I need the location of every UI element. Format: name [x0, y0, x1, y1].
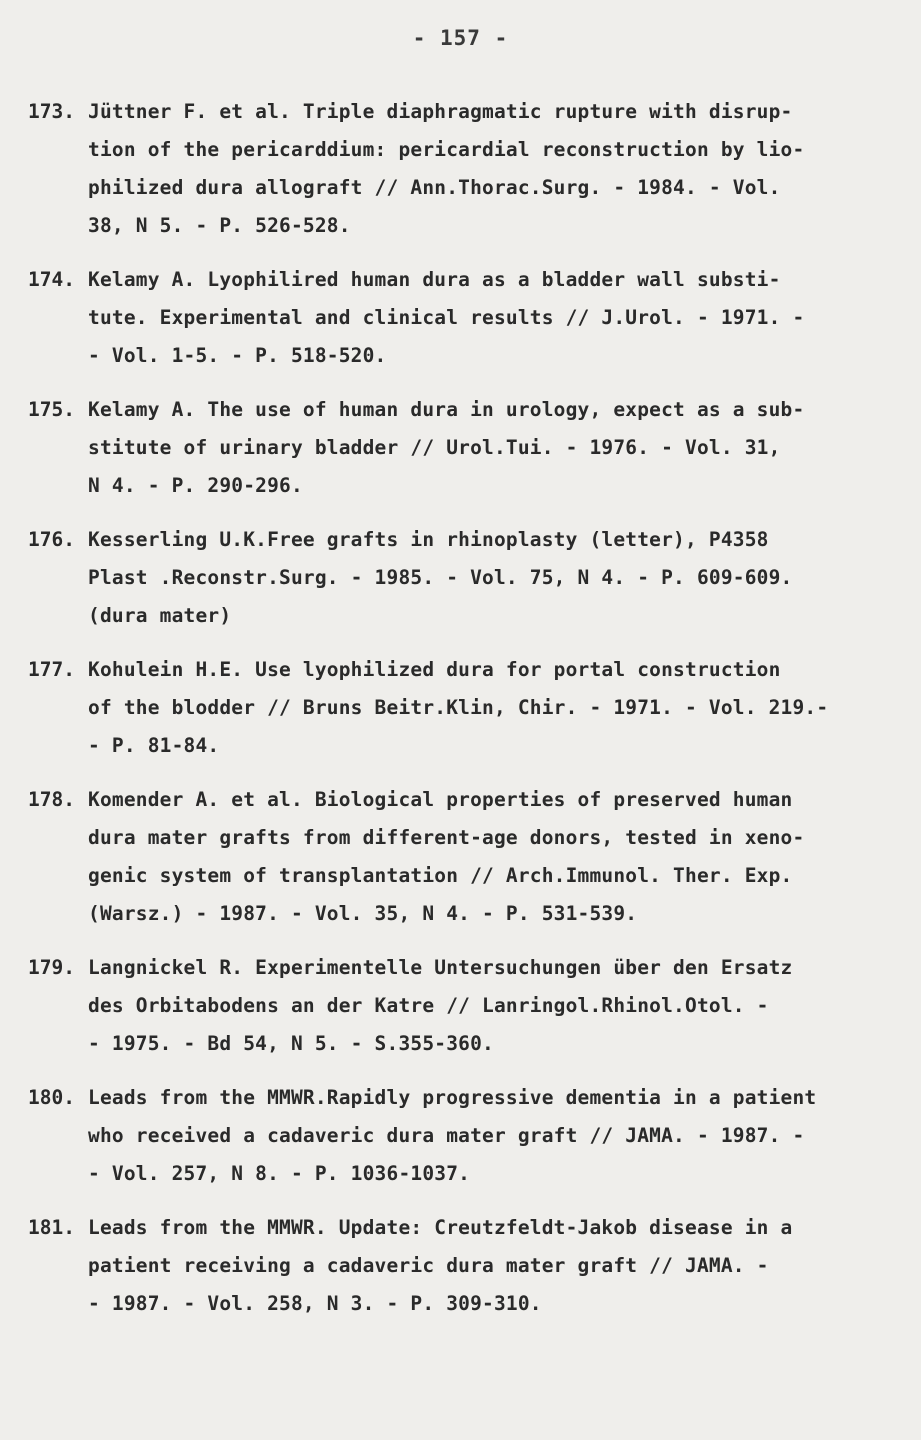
- reference-line: tute. Experimental and clinical results // J.Urol. - 1971. -: [88, 306, 805, 329]
- reference-line: tion of the pericarddium: pericardial reconstruction by lio-: [88, 138, 805, 161]
- reference-line: genic system of transplantation // Arch.Immunol. Ther. Exp.: [88, 864, 793, 887]
- reference-line: Jüttner F. et al. Triple diaphragmatic rupture with disrup-: [88, 100, 793, 123]
- reference-item: [28, 521, 898, 635]
- reference-line: - Vol. 1-5. - P. 518-520.: [88, 344, 387, 367]
- reference-item: [28, 949, 898, 1063]
- reference-item: [28, 391, 898, 505]
- page-number: - 157 -: [412, 26, 509, 50]
- reference-number: 175.: [28, 398, 75, 421]
- reference-text: [88, 949, 898, 1063]
- reference-line: (dura mater): [88, 604, 232, 627]
- reference-item: [28, 1209, 898, 1323]
- reference-number: 178.: [28, 788, 75, 811]
- reference-number: 174.: [28, 268, 75, 291]
- reference-item: [28, 781, 898, 933]
- reference-line: philized dura allograft // Ann.Thorac.Surg. - 1984. - Vol.: [88, 176, 781, 199]
- reference-line: - Vol. 257, N 8. - P. 1036-1037.: [88, 1162, 471, 1185]
- reference-line: of the blodder // Bruns Beitr.Klin, Chir. - 1971. - Vol. 219.-: [88, 696, 829, 719]
- reference-text: [88, 391, 898, 505]
- reference-item: [28, 651, 898, 765]
- reference-line: N 4. - P. 290-296.: [88, 474, 303, 497]
- reference-line: - 1975. - Bd 54, N 5. - S.355-360.: [88, 1032, 494, 1055]
- reference-text: [88, 261, 898, 375]
- reference-line: Kelamy A. The use of human dura in urology, expect as a sub-: [88, 398, 805, 421]
- reference-number: 180.: [28, 1086, 75, 1109]
- reference-text: [88, 781, 898, 933]
- reference-number: 173.: [28, 100, 75, 123]
- reference-line: patient receiving a cadaveric dura mater graft // JAMA. -: [88, 1254, 769, 1277]
- reference-item: [28, 1079, 898, 1193]
- reference-line: Langnickel R. Experimentelle Untersuchungen über den Ersatz: [88, 956, 793, 979]
- reference-text: [88, 93, 898, 245]
- reference-number: 179.: [28, 956, 75, 979]
- reference-line: Kohulein H.E. Use lyophilized dura for portal construction: [88, 658, 781, 681]
- reference-line: Leads from the MMWR. Update: Creutzfeldt-Jakob disease in a: [88, 1216, 793, 1239]
- reference-line: Leads from the MMWR.Rapidly progressive dementia in a patient: [88, 1086, 817, 1109]
- reference-text: [88, 651, 898, 765]
- reference-number: 177.: [28, 658, 75, 681]
- reference-item: [28, 93, 898, 245]
- reference-line: Kesserling U.K.Free grafts in rhinoplasty (letter), P4358: [88, 528, 769, 551]
- reference-number: 176.: [28, 528, 75, 551]
- reference-line: stitute of urinary bladder // Urol.Tui. - 1976. - Vol. 31,: [88, 436, 781, 459]
- reference-line: who received a cadaveric dura mater graft // JAMA. - 1987. -: [88, 1124, 805, 1147]
- reference-item: [28, 261, 898, 375]
- reference-line: Komender A. et al. Biological properties of preserved human: [88, 788, 793, 811]
- reference-line: Plast .Reconstr.Surg. - 1985. - Vol. 75, N 4. - P. 609-609.: [88, 566, 793, 589]
- reference-line: dura mater grafts from different-age donors, tested in xeno-: [88, 826, 805, 849]
- reference-line: - 1987. - Vol. 258, N 3. - P. 309-310.: [88, 1292, 542, 1315]
- reference-line: 38, N 5. - P. 526-528.: [88, 214, 351, 237]
- reference-line: Kelamy A. Lyophilired human dura as a bladder wall substi-: [88, 268, 781, 291]
- reference-line: - P. 81-84.: [88, 734, 220, 757]
- reference-list: [28, 93, 898, 1339]
- reference-text: [88, 1209, 898, 1323]
- reference-text: [88, 1079, 898, 1193]
- reference-text: [88, 521, 898, 635]
- reference-line: des Orbitabodens an der Katre // Lanringol.Rhinol.Otol. -: [88, 994, 769, 1017]
- reference-number: 181.: [28, 1216, 75, 1239]
- reference-line: (Warsz.) - 1987. - Vol. 35, N 4. - P. 531-539.: [88, 902, 638, 925]
